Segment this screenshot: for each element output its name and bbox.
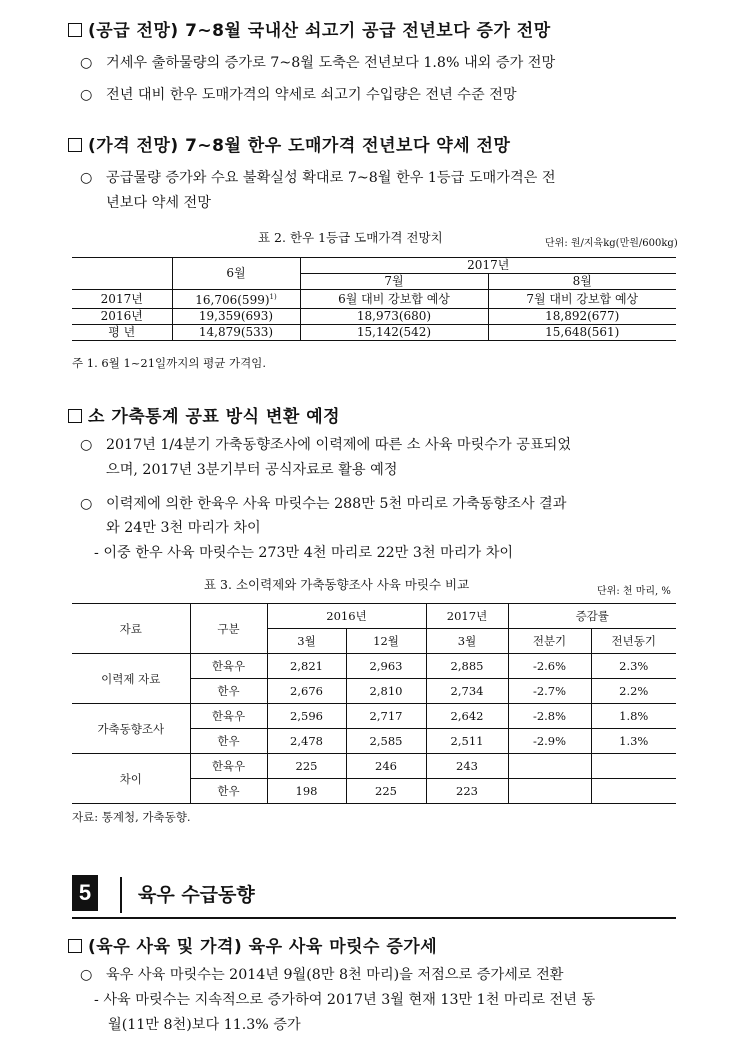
table-footnote: 주 1. 6월 1~21일까지의 평균 가격임. — [72, 356, 267, 370]
table-unit: 단위: 천 마리, % — [597, 586, 671, 597]
bullet-item: ○ 2017년 1/4분기 가축동향조사에 이력제에 따른 소 사육 마릿수가 공표되었 — [80, 434, 571, 457]
circle-bullet-icon: ○ — [80, 170, 93, 186]
table-row: 평 년 14,879(533) 15,142(542) 15,648(561) — [72, 325, 676, 341]
col-header-aug: 8월 — [488, 274, 676, 290]
table-source: 자료: 통계청, 가축동향. — [72, 810, 191, 824]
section-underline — [72, 917, 676, 919]
table-row: 2017년 $16,706(599)^{1)}$ 6월 대비 강보합 예상 7월 대비 강보합 예상 — [72, 290, 676, 309]
section-heading-price — [68, 131, 510, 156]
checkbox-square-icon — [68, 23, 82, 37]
dash-continuation: 월(11만 8천)보다 11.3% 증가 — [108, 1017, 301, 1033]
table-caption: 표 3. 소이력제와 가축동향조사 사육 마릿수 비교 — [204, 577, 470, 592]
table-row: 이력제 자료 한육우 2,821 2,963 2,885 -2.6% 2.3% — [72, 654, 676, 679]
bullet-continuation: 와 24만 3천 마리가 차이 — [106, 520, 261, 536]
table-row: 2016년 19,359(693) 18,973(680) 18,892(677) — [72, 309, 676, 325]
circle-bullet-icon: ○ — [80, 437, 93, 453]
bullet-item: ○ 전년 대비 한우 도매가격의 약세로 쇠고기 수입량은 전년 수준 전망 — [80, 84, 517, 107]
col-header-june: 6월 — [172, 258, 300, 290]
bullet-continuation: 년보다 약세 전망 — [106, 195, 211, 211]
table-row: 차이 한육우 225 246 243 — [72, 754, 676, 779]
group-label: 차이 — [72, 754, 190, 804]
heading-text: (공급 전망) 7~8월 국내산 쇠고기 공급 전년보다 증가 전망 — [88, 21, 551, 41]
circle-bullet-icon: ○ — [80, 55, 93, 71]
circle-bullet-icon: ○ — [80, 967, 93, 983]
section-heading-statistics — [68, 402, 340, 427]
checkbox-square-icon — [68, 138, 82, 152]
group-label: 가축동향조사 — [72, 704, 190, 754]
bullet-item: ○ 공급물량 증가와 수요 불확실성 확대로 7~8월 한우 1등급 도매가격은 전 — [80, 167, 556, 190]
section-heading-veal — [68, 932, 437, 957]
heading-text: (육우 사육 및 가격) 육우 사육 마릿수 증가세 — [88, 937, 438, 957]
checkbox-square-icon — [68, 939, 82, 953]
heading-text: 소 가축통계 공표 방식 변환 예정 — [88, 407, 341, 427]
table-row: 한우 2,676 2,810 2,734 -2.7% 2.2% — [72, 679, 676, 704]
cattle-count-table: 자료 구분 2016년 2017년 증감률 3월 12월 3월 전분기 전년동기 이력제 자료 한육우 2,821 2,963 2,885 -2.6% 2.3% 한우 2,676 2,810 2,734 -2.7% 2.2% 가축동향조사 한육우 2,596 2,717 2,642 -2.8% 1.8% 한우 2,478 2,585 2,511 -2.9% 1.3% 차이 한육우 225 246 243 한우 198 225 223 — [72, 603, 676, 804]
circle-bullet-icon: ○ — [80, 87, 93, 103]
col-header-2016: 2016년 — [267, 604, 426, 629]
dash-bullet-icon: - — [94, 992, 104, 1008]
table-unit: 단위: 원/지육kg(만원/600kg) — [545, 238, 678, 249]
section-number: 5 — [72, 875, 98, 911]
col-header-july: 7월 — [300, 274, 488, 290]
dash-item: - 사육 마릿수는 지속적으로 증가하여 2017년 3월 현재 13만 1천 마리로 전년 동 — [94, 992, 596, 1008]
bullet-item: ○ 이력제에 의한 한육우 사육 마릿수는 288만 5천 마리로 가축동향조사 결과 — [80, 493, 566, 516]
bullet-item: ○ 육우 사육 마릿수는 2014년 9월(8만 8천 마리)을 저점으로 증가세로 전환 — [80, 964, 563, 987]
table-row: 한우 198 225 223 — [72, 779, 676, 804]
checkbox-square-icon — [68, 409, 82, 423]
bullet-item: ○ 거세우 출하물량의 증가로 7~8월 도축은 전년보다 1.8% 내외 증가 전망 — [80, 52, 555, 75]
table-row: 가축동향조사 한육우 2,596 2,717 2,642 -2.8% 1.8% — [72, 704, 676, 729]
col-header-source: 자료 — [119, 621, 142, 636]
col-header-change: 증감률 — [508, 604, 676, 629]
circle-bullet-icon: ○ — [80, 496, 93, 512]
dash-item: - 이중 한우 사육 마릿수는 273만 4천 마리로 22만 3천 마리가 차이 — [94, 545, 514, 561]
heading-text: (가격 전망) 7~8월 한우 도매가격 전년보다 약세 전망 — [88, 136, 511, 156]
col-header-category: 구분 — [190, 604, 267, 654]
group-label: 이력제 자료 — [72, 654, 190, 704]
col-header-2017: 2017년 — [426, 604, 508, 629]
col-header-2017: 2017년 — [300, 258, 676, 274]
bullet-continuation: 으며, 2017년 3분기부터 공식자료로 활용 예정 — [106, 462, 398, 478]
price-forecast-table — [72, 257, 676, 341]
table-row: 한우 2,478 2,585 2,511 -2.9% 1.3% — [72, 729, 676, 754]
section-divider — [120, 877, 122, 913]
table-caption: 표 2. 한우 1등급 도매가격 전망치 — [258, 230, 443, 245]
section-title: 육우 수급동향 — [138, 884, 255, 906]
dash-bullet-icon: - — [94, 545, 104, 561]
section-heading-supply — [68, 16, 551, 41]
